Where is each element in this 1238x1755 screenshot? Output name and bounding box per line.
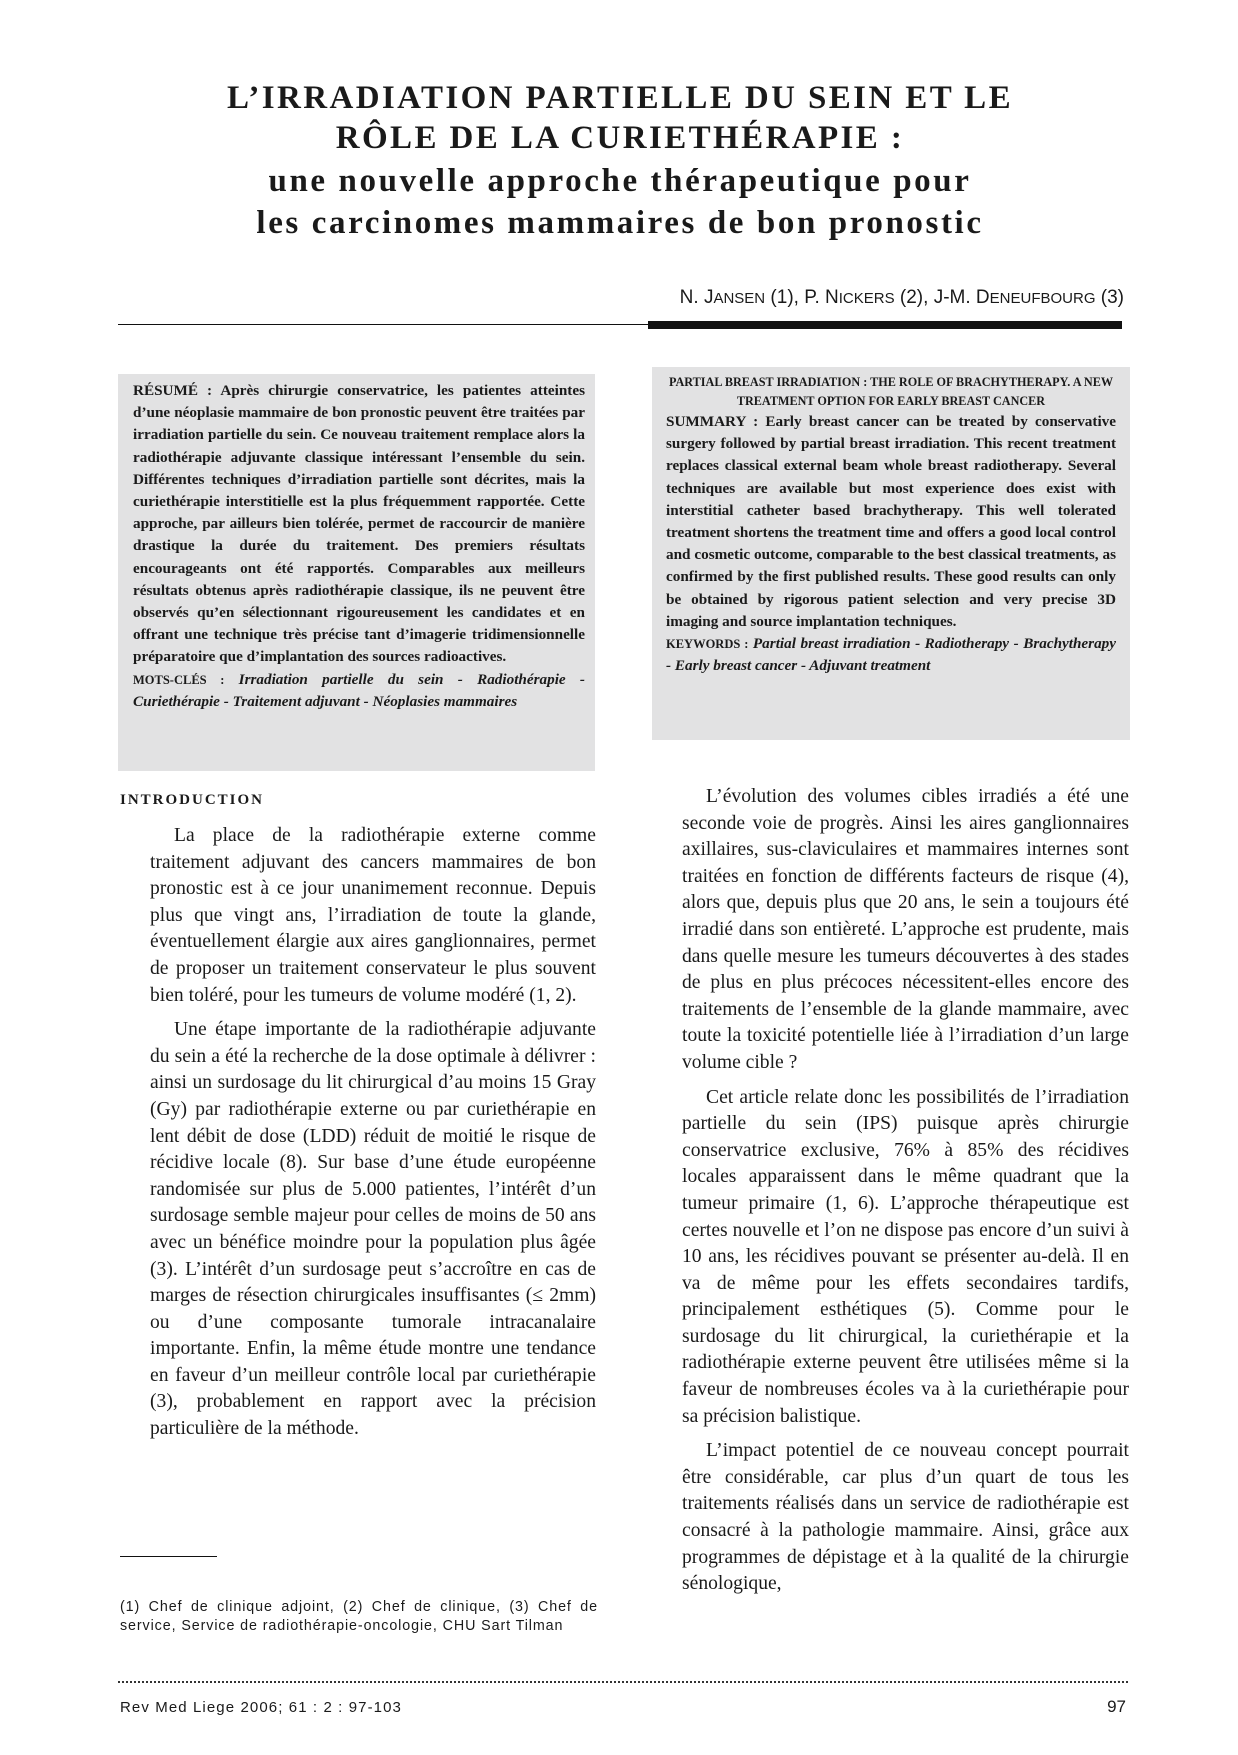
header-rule-thick	[648, 321, 1122, 329]
keywords-english-label: KEYWORDS :	[666, 637, 749, 652]
footer-dotted-rule	[118, 1681, 1128, 1683]
body-paragraph: L’impact potentiel de ce nouveau concept pourrait être considérable, car plus d’un quart de tous les traitements réalisés dans un service de radiothérapie est consacré à la pathologie mammaire. Ainsi, grâce aux programmes de dépistage et à la qualité de la chirurgie sénologique,	[682, 1440, 1129, 1595]
keywords-french-label: MOTS-CLÉS :	[133, 672, 225, 687]
footnote-rule	[120, 1556, 217, 1557]
abstract-english-title: PARTIAL BREAST IRRADIATION : THE ROLE OF BRACHYTHERAPY. A NEW TREATMENT OPTION FOR EARLY BREAST CANCER	[668, 375, 1114, 408]
body-paragraph: La place de la radiothérapie externe comme traitement adjuvant des cancers mammaires de bon pronostic est à ce jour unanimement reconnue. Depuis plus que vingt ans, l’irradiation de toute la glande, éventuellement élargie aux aires ganglionnaires, permet de proposer un traitement conservateur le plus souvent bien toléré, pour les tumeurs de volume modéré (1, 2).	[150, 825, 596, 1006]
journal-citation: Rev Med Liege 2006; 61 : 2 : 97-103	[120, 1699, 403, 1716]
abstract-french-body: RÉSUMÉ : Après chirurgie conservatrice, les patientes atteintes d’une néoplasie mammaire de bon pronostic peuvent être traitées par irradiation partielle du sein. Ce nouveau traitement remplace alors la radiothérapie adjuvante classique intéressant l’ensemble du sein. Différentes techniques d’irradiation partielle sont décrites, mais la curiethérapie interstitielle est la plus fréquemment rapportée. Cette approche, par ailleurs bien tolérée, permet de raccourcir de manière drastique la durée du traitement. Des premiers résultats encourageants ont été rapportés. Comparables aux meilleurs résultats obtenus après radiothérapie classique, ils ne peuvent être observés qu’en sélectionnant rigoureusement les candidates et en offrant une technique très précise tant d’imagerie tridimensionnelle préparatoire que d’implantation des sources radioactives.	[133, 382, 585, 666]
keywords-english: KEYWORDS : Partial breast irradiation - Radiotherapy - Brachytherapy - Early breast cancer - Adjuvant treatment	[666, 635, 1116, 675]
author-list	[680, 287, 1124, 309]
title-block	[120, 78, 1120, 244]
keywords-french: MOTS-CLÉS : Irradiation partielle du sein - Radiothérapie - Curiethérapie - Traitement adjuvant - Néoplasies mammaires	[133, 670, 585, 710]
article-title-line-1: L’IRRADIATION PARTIELLE DU SEIN ET LE	[226, 80, 1014, 116]
article-title-line-2: RÔLE DE LA CURIETHÉRAPIE :	[335, 120, 905, 156]
abstract-french	[118, 374, 595, 771]
body-column-left	[150, 823, 596, 1451]
abstract-english	[652, 367, 1130, 740]
body-column-right	[682, 784, 1129, 1606]
article-subtitle-line-1: une nouvelle approche thérapeutique pour	[268, 163, 972, 199]
page-number: 97	[1107, 1697, 1126, 1716]
header-rule-thin	[118, 324, 648, 325]
author: P. NICKERS (2),	[804, 287, 929, 308]
abstract-english-body: SUMMARY : Early breast cancer can be treated by conservative surgery followed by partial breast irradiation. This recent treatment replaces classical external beam whole breast radiotherapy. Several techniques are available but most experience does exist with interstitial catheter based brachytherapy. This well tolerated treatment shortens the treatment time and offers a good local control and cosmetic outcome, comparable to the best classical treatments, as confirmed by the first published results. These good results can only be obtained by rigorous patient selection and very precise 3D imaging and source implantation techniques.	[666, 413, 1117, 630]
section-heading-introduction: INTRODUCTION	[120, 792, 265, 808]
abstract-english-label: SUMMARY :	[666, 413, 759, 430]
body-paragraph: Une étape importante de la radiothérapie adjuvante du sein a été la recherche de la dose optimale à délivrer : ainsi un surdosage du lit chirurgical d’au moins 15 Gray (Gy) par radiothérapie externe ou par curiethérapie en lent débit de dose (LDD) réduit de moitié le risque de récidive locale (8). Sur base d’une étude européenne randomisée sur plus de 5.000 patientes, l’intérêt d’un surdosage semble majeur pour celles de moins de 50 ans avec un bénéfice moindre pour la population plus âgée (3). L’intérêt d’un surdosage peut s’accroître en cas de marges de résection chirurgicales insuffisantes (≤ 2mm) ou d’une composante tumorale intracanalaire importante. Enfin, la même étude montre une tendance en faveur d’un meilleur contrôle local par curiethérapie (3), probablement en rapport avec la précision particulière de la méthode.	[150, 1019, 596, 1440]
author: N. JANSEN (1),	[679, 287, 799, 308]
body-paragraph: Cet article relate donc les possibilités de l’irradiation partielle du sein (IPS) puisque après chirurgie conservatrice exclusive, 76% à 85% des récidives locales apparaissent dans le même quadrant que la tumeur primaire (1, 6). L’approche thérapeutique est certes nouvelle et l’on ne dispose pas encore d’un suivi à 10 ans, les récidives pouvant se présenter au-delà. Il en va de même pour les effets secondaires tardifs, principalement esthétiques (5). Comme pour le surdosage du lit chirurgical, la curiethérapie et la radiothérapie externe peuvent être utilisées même si la faveur de nombreuses écoles va à la curiethérapie pour sa précision balistique.	[682, 1086, 1129, 1427]
author: J-M. DENEUFBOURG (3)	[933, 287, 1124, 308]
abstract-french-label: RÉSUMÉ :	[133, 382, 213, 399]
body-paragraph: L’évolution des volumes cibles irradiés a été une seconde voie de progrès. Ainsi les aires ganglionnaires axillaires, sus-claviculaires et mammaires internes sont traitées en fonction de différents facteurs de risque (4), alors que, depuis plus que 20 ans, le sein a toujours été irradié dans son entièreté. L’approche est prudente, mais dans quelle mesure les tumeurs découvertes à des stades de plus en plus précoces nécessitent-elles encore des traitements de l’ensemble de la glande mammaire, avec toute la toxicité potentielle liée à l’irradiation d’un large volume cible ?	[682, 786, 1129, 1073]
article-subtitle-line-2: les carcinomes mammaires de bon pronostic	[256, 205, 984, 241]
footnote-affiliations: (1) Chef de clinique adjoint, (2) Chef de clinique, (3) Chef de service, Service de radiothérapie-oncologie, CHU Sart Tilman	[120, 1599, 598, 1634]
